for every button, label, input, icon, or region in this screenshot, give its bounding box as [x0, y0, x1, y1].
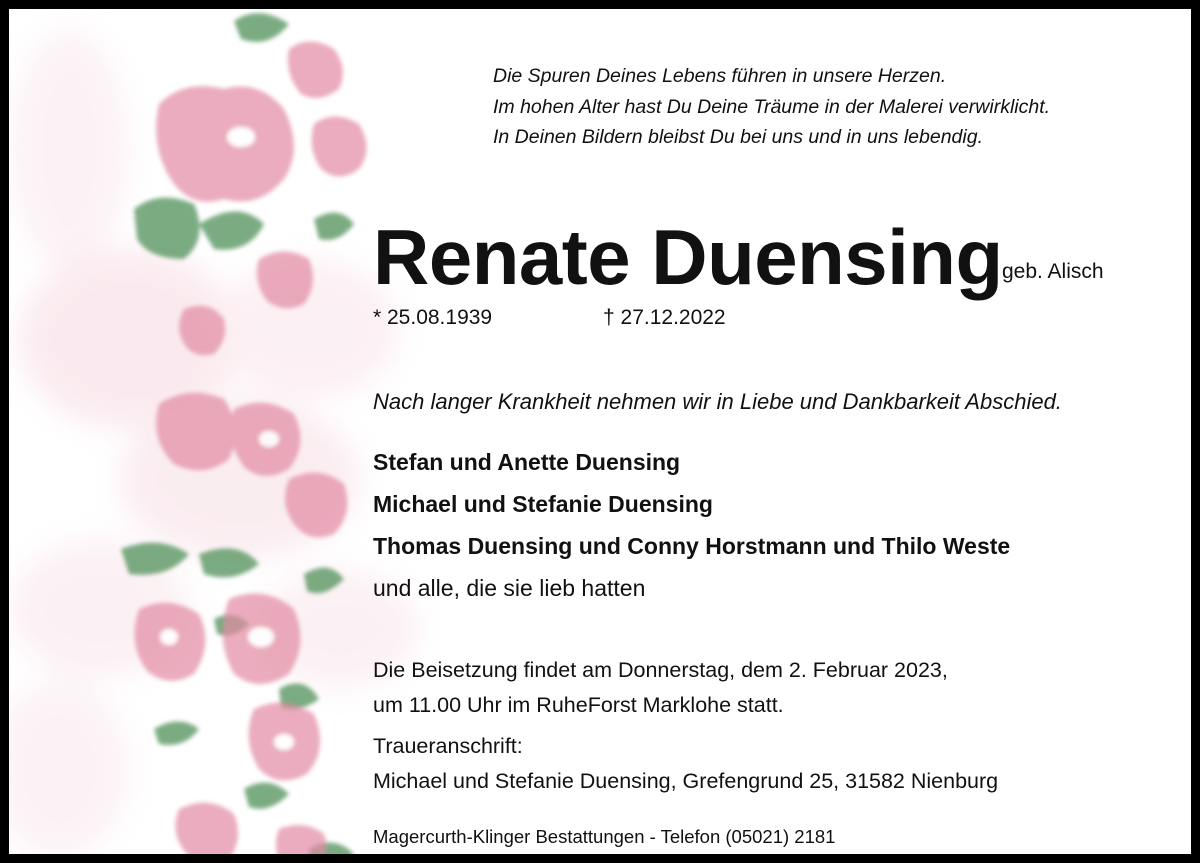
mourners-list — [373, 441, 1010, 609]
address-label: Traueranschrift: — [373, 734, 523, 758]
maiden-name: geb. Alisch — [1002, 260, 1104, 283]
mourner-name: Stefan und Anette Duensing — [373, 449, 681, 475]
mourner-name: Thomas Duensing und Conny Horstmann und Thilo Weste — [373, 533, 1011, 559]
birth-date: * 25.08.1939 — [373, 306, 493, 329]
farewell-text: Nach langer Krankheit nehmen wir in Liebe und Dankbarkeit Abschied. — [373, 389, 1062, 414]
mourning-address — [373, 729, 998, 799]
poem — [493, 61, 1050, 153]
death-date: † 27.12.2022 — [603, 306, 726, 329]
burial-line: Die Beisetzung findet am Donnerstag, dem 2. Februar 2023, — [373, 658, 948, 682]
poem-line: In Deinen Bildern bleibst Du bei uns und in uns lebendig. — [493, 126, 983, 148]
mourners-others: und alle, die sie lieb hatten — [373, 575, 646, 601]
address-value: Michael und Stefanie Duensing, Grefengrund 25, 31582 Nienburg — [373, 769, 999, 793]
burial-info — [373, 653, 948, 723]
mourner-name: Michael und Stefanie Duensing — [373, 491, 713, 517]
poem-line: Im hohen Alter hast Du Deine Träume in der Malerei verwirklicht. — [493, 95, 1051, 118]
burial-line: um 11.00 Uhr im RuheForst Marklohe statt. — [373, 693, 784, 717]
deceased-name: Renate Duensing — [373, 213, 1003, 301]
funeral-home-footer: Magercurth-Klinger Bestattungen - Telefon (05021) 2181 — [373, 826, 836, 847]
poem-line: Die Spuren Deines Lebens führen in unsere Herzen. — [493, 65, 947, 87]
